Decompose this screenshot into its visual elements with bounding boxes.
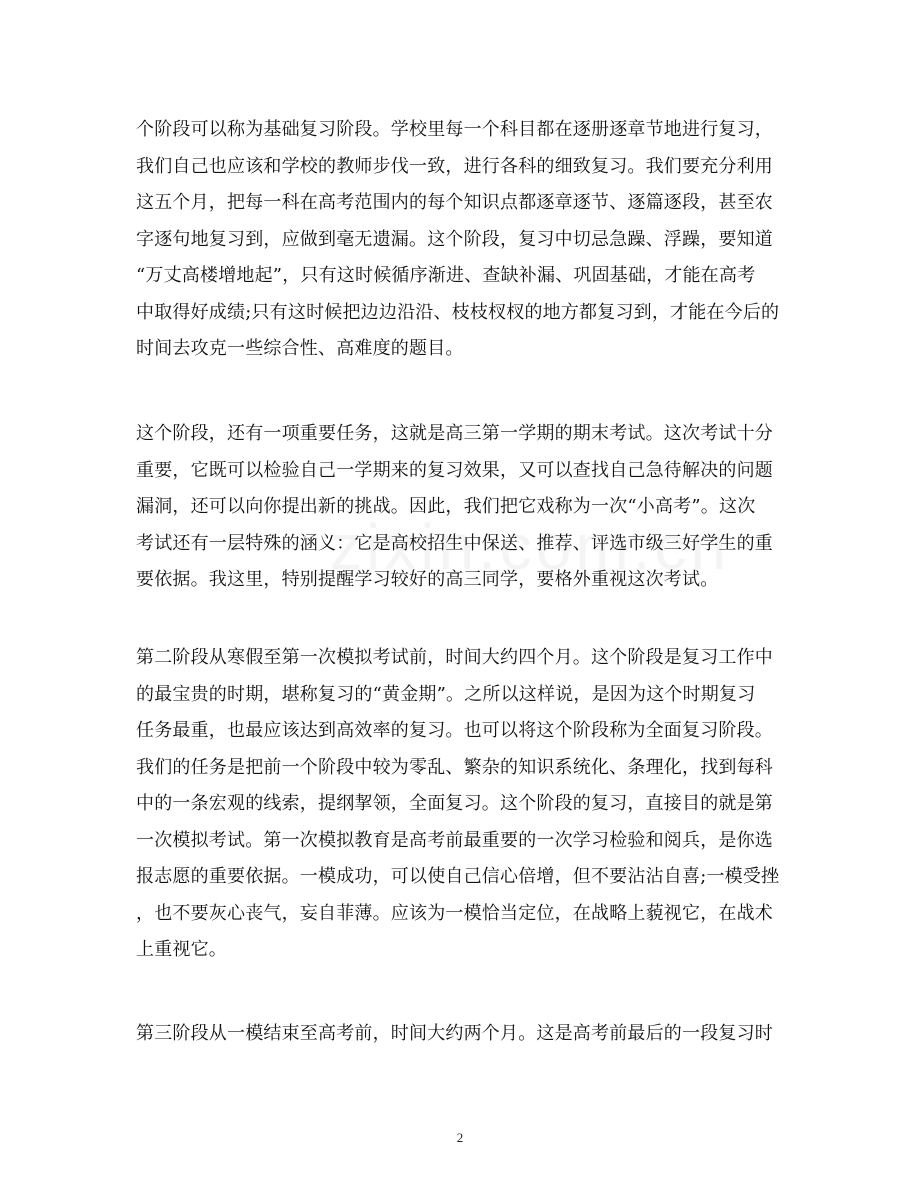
page-number: 2 <box>456 1130 464 1145</box>
paragraph-3 <box>136 640 786 969</box>
text-line: 漏洞，还可以向你提出新的挑战。因此，我们把它戏称为一次“小高考”。这次 <box>136 496 756 517</box>
text-line: 这五个月，把每一科在高考范围内的每个知识点都逐章逐节、逐篇逐段，甚至农 <box>136 192 773 213</box>
text-line: 报志愿的重要依据。一模成功，可以使自己信心倍增，但不要沾沾自喜;一模受挫 <box>136 866 780 887</box>
text-line: 中取得好成绩;只有这时候把边边沿沿、枝枝杈杈的地方都复习到，才能在今后的 <box>136 301 780 323</box>
text-line: 个阶段可以称为基础复习阶段。学校里每一个科目都在逐册逐章节地进行复习， <box>136 119 773 140</box>
paragraph-2 <box>136 416 786 599</box>
text-line: 这个阶段，还有一项重要任务，这就是高三第一学期的期末考试。这次考试十分 <box>136 423 773 444</box>
text-line: 一次模拟考试。第一次模拟教育是高考前最重要的一次学习检验和阅兵，是你选 <box>136 829 773 851</box>
text-line: 考试还有一层特殊的涵义：它是高校招生中保送、推荐、评选市级三好学生的重 <box>136 532 773 554</box>
text-line: “万丈高楼增地起”，只有这时候循序渐进、查缺补漏、巩固基础，才能在高考 <box>136 265 756 286</box>
text-line: 我们自己也应该和学校的教师步伐一致，进行各科的细致复习。我们要充分利用 <box>136 155 773 177</box>
text-line: 第三阶段从一模结束至高考前，时间大约两个月。这是高考前最后的一段复习时 <box>136 1023 773 1044</box>
text-line: 字逐句地复习到，应做到毫无遗漏。这个阶段，复习中切忌急躁、浮躁，要知道 <box>136 228 773 250</box>
text-line: 的最宝贵的时期，堪称复习的“黄金期”。之所以这样说，是因为这个时期复习 <box>136 683 756 705</box>
text-line: 时间去攻克一些综合性、高难度的题目。 <box>136 338 464 359</box>
paragraph-4 <box>136 1016 786 1053</box>
text-line: 上重视它。 <box>136 939 227 960</box>
text-line: 中的一条宏观的线索，提纲挈领，全面复习。这个阶段的复习，直接目的就是第 <box>136 793 773 814</box>
text-line: 我们的任务是把前一个阶段中较为零乱、繁杂的知识系统化、条理化，找到每科 <box>136 756 773 778</box>
text-line: 任务最重，也最应该达到高效率的复习。也可以将这个阶段称为全面复习阶段。 <box>136 720 773 741</box>
text-line: 要依据。我这里，特别提醒学习较好的高三同学，要格外重视这次考试。 <box>136 569 719 590</box>
paragraph-1 <box>136 112 786 368</box>
text-line: 重要，它既可以检验自己一学期来的复习效果，又可以查找自己急待解决的问题 <box>136 459 773 481</box>
text-line: ，也不要灰心丧气，妄自菲薄。应该为一模恰当定位，在战略上藐视它，在战术 <box>136 902 773 924</box>
text-line: 第二阶段从寒假至第一次模拟考试前，时间大约四个月。这个阶段是复习工作中 <box>136 647 773 668</box>
